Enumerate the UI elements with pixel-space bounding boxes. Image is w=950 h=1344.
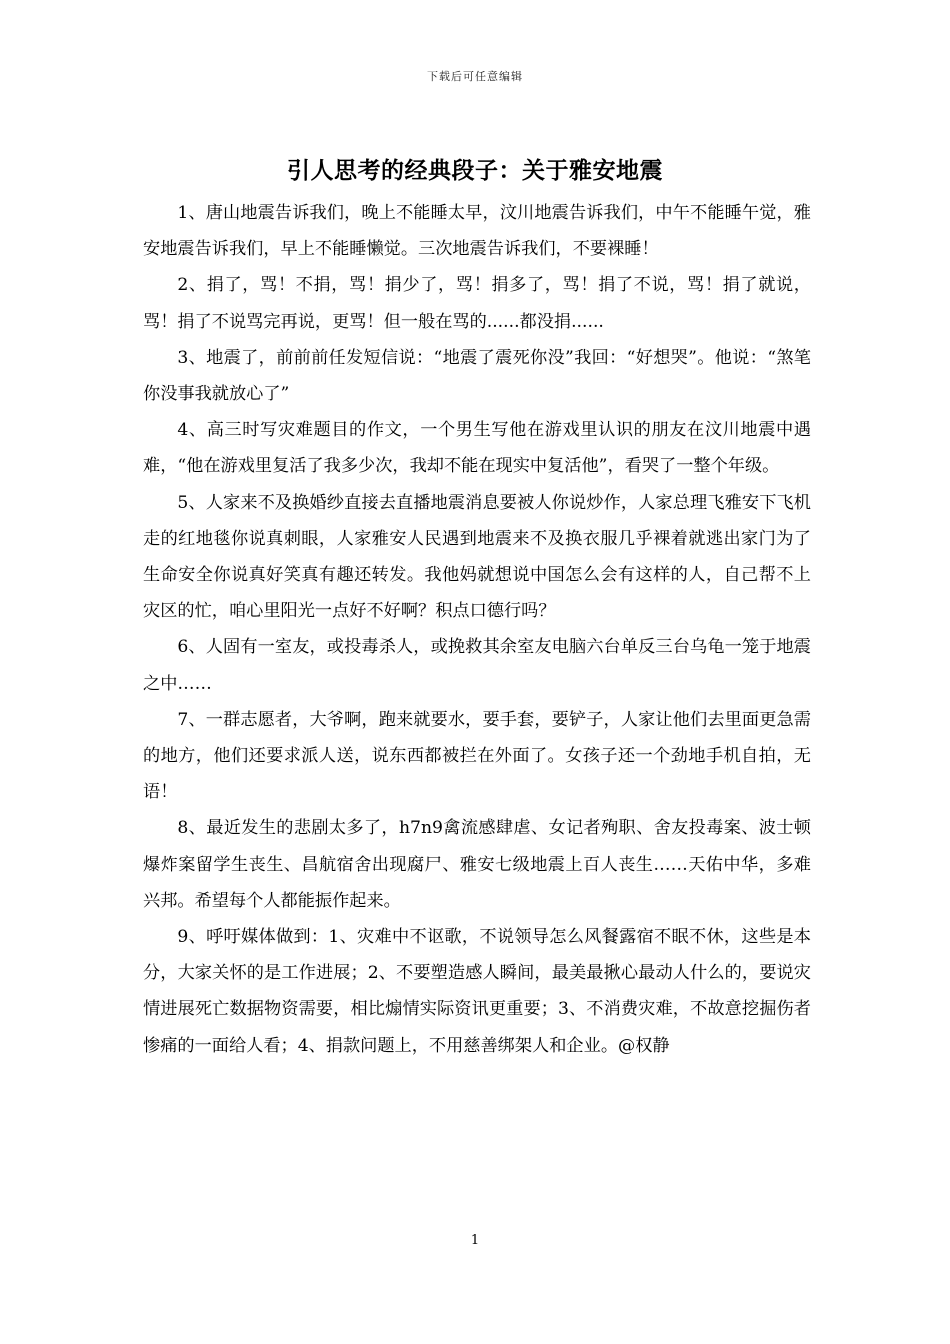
- paragraph-6: 6、人固有一室友，或投毒杀人，或挽救其余室友电脑六台单反三台乌龟一笼于地震之中……: [143, 637, 811, 694]
- paragraph-7: 7、一群志愿者，大爷啊，跑来就要水，要手套，要铲子，人家让他们去里面更急需的地方，他们还要求派人送，说东西都被拦在外面了。女孩子还一个劲地手机自拍，无语！: [143, 709, 811, 803]
- page-number: 1: [470, 1233, 480, 1248]
- paragraph-4: 4、高三时写灾难题目的作文，一个男生写他在游戏里认识的朋友在汶川地震中遇难，“他在游戏里复活了我多少次，我却不能在现实中复活他”，看哭了一整个年级。: [143, 420, 811, 477]
- paragraph-5: 5、人家来不及换婚纱直接去直播地震消息要被人你说炒作，人家总理飞雅安下飞机走的红地毯你说真刺眼，人家雅安人民遇到地震来不及换衣服几乎裸着就逃出家门为了生命安全你说真好笑真有趣还转发。我他妈就想说中国怎么会有这样的人，自己帮不上灾区的忙，咱心里阳光一点好不好啊？积点口德行吗？: [143, 492, 811, 622]
- paragraph-1: 1、唐山地震告诉我们，晚上不能睡太早，汶川地震告诉我们，中午不能睡午觉，雅安地震告诉我们，早上不能睡懒觉。三次地震告诉我们，不要裸睡！: [143, 203, 811, 260]
- document-title: 引人思考的经典段子：关于雅安地震: [287, 158, 663, 184]
- paragraph-8: 8、最近发生的悲剧太多了，h7n9禽流感肆虐、女记者殉职、舍友投毒案、波士顿爆炸案留学生丧生、昌航宿舍出现腐尸、雅安七级地震上百人丧生……天佑中华，多难兴邦。希望每个人都能振作起来。: [143, 818, 811, 911]
- paragraph-2: 2、捐了，骂！不捐，骂！捐少了，骂！捐多了，骂！捐了不说，骂！捐了就说，骂！捐了不说骂完再说，更骂！但一般在骂的......都没捐......: [143, 275, 811, 332]
- document-body: [143, 195, 811, 1064]
- paragraph-3: 3、地震了，前前前任发短信说：“地震了震死你没”我回：“好想哭”。他说：“煞笔你没事我就放心了”: [143, 347, 811, 405]
- paragraph-9: 9、呼吁媒体做到：1、灾难中不讴歌，不说领导怎么风餐露宿不眠不休，这些是本分，大家关怀的是工作进展；2、不要塑造感人瞬间，最美最揪心最动人什么的，要说灾情进展死亡数据物资需要，相比煽情实际资讯更重要；3、不消费灾难，不故意挖掘伤者惨痛的一面给人看；4、捐款问题上，不用慈善绑架人和企业。@权静: [143, 927, 811, 1056]
- header-note: 下载后可任意编辑: [427, 70, 523, 83]
